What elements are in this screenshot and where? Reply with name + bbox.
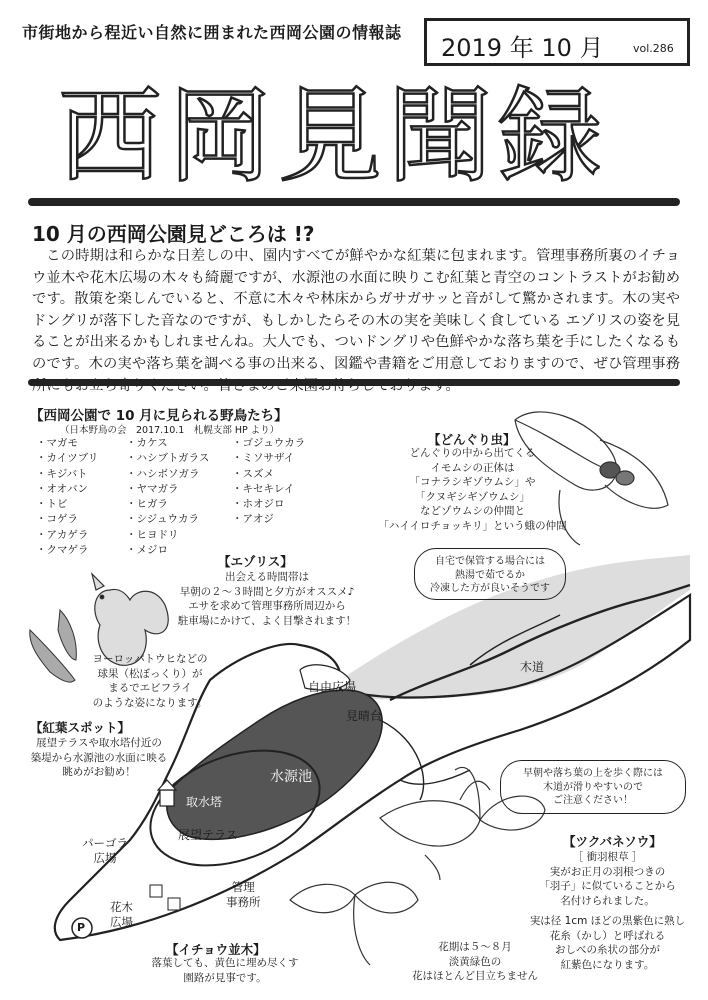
map-label-observation-terrace: 展望テラス (178, 828, 238, 842)
bird-item: ・オオバン (36, 482, 88, 495)
bird-item: ・ヒガラ (126, 498, 168, 511)
map-label-boardwalk: 木道 (520, 660, 545, 674)
article-headline: 10 月の西岡公園見どころは !? (32, 222, 315, 246)
bird-item: ・シジュウカラ (126, 513, 200, 526)
newsletter-title: 西岡見聞録 (58, 75, 609, 197)
issue-date: 2019 年 10 月 (441, 34, 604, 62)
bird-item: ・ホオジロ (232, 498, 285, 511)
bird-item: ・ミソサザイ (232, 452, 295, 465)
acorn-bug-title: 【どんぐり虫】 (428, 432, 516, 447)
intake-tower-icon (160, 790, 174, 806)
pinecone-text: ヨーロッパトウヒなどの 球果（松ぼっくり）が まるでエビフライ のような姿になります。 (92, 653, 208, 709)
bird-item: ・メジロ (126, 544, 168, 557)
bird-item: ・カイツブリ (36, 452, 99, 465)
article-body: この時期は和らかな日差しの中、園内すべてが鮮やかな紅葉に包まれます。管理事務所裏のイチョウ並木や花木広場の木々も綺麗ですが、水源池の水面に映りこむ紅葉と青空のコントラストがお勧めです。散策を楽しんでいると、不意に木々や林床からガサガサッと音がして驚かされます。木の実やドングリが落下した音なのですが、もしかしたらその木の実を美味しく食している エゾリスの姿を見ることが出来るかもしれませんね。大人でも、ついドングリや色鮮やかな落ち葉を手にしたくなるものです。木の実や落ち葉を調べる事の出来る、図鑑や書籍をご用意しておりますので、ぜひ管理事務 (32, 248, 680, 372)
map-label-intake-tower: 取水塔 (186, 795, 223, 809)
boardwalk-caution-bubble: 早朝や落ち葉の上を歩く際には 木道が滑りやすいので ご注意ください！ (500, 760, 686, 814)
ginkgo-text: 落葉しても、黄色に埋め尽くす 園路が見事です。 (151, 957, 299, 984)
koyo-spot-title: 【紅葉スポット】 (30, 720, 131, 735)
acorn-bug-text: どんぐりの中から出てくる イモムシの正体は 「コナラシギゾウムシ」や 「クヌギシギゾウムシ」 などゾウムシの仲間と 「ハイイロチョッキリ」という蛾の仲間 (378, 447, 567, 532)
flower-season-text: 花期は５～８月 淡黄緑色の 花はほとんど目立ちません (412, 941, 538, 982)
ginkgo-title: 【イチョウ並木】 (166, 942, 266, 957)
map-label-jiyu-hiroba: 自由広場 (308, 680, 357, 694)
bird-item: ・キセキレイ (232, 482, 295, 495)
map-label-pergola: パーゴラ 広場 (82, 836, 128, 865)
bird-item: ・ハシボソガラ (126, 467, 200, 480)
bird-item: ・ヒヨドリ (126, 528, 179, 541)
map-label-office: 管理 事務所 (226, 880, 261, 909)
bird-item: ・トビ (36, 498, 68, 511)
tsukubane-text: ［ 衝羽根草 ］ 実がお正月の羽根つきの 「羽子」に似ていることから 名付けられました。 実は径 1cm ほどの黒紫色に熟し 花糸（かし）と呼ばれる おしべの糸状の部分が 紅紫色になります。 (529, 851, 686, 971)
bird-item: ・ゴジュウカラ (232, 437, 306, 449)
bird-item: ・キジバト (36, 467, 88, 480)
squirrel-text: 出会える時間帯は 早朝の２～３時間と夕方がオススメ♪ エサを求めて管理事務所周辺から 駐車場にかけて、よく目撃されます！ (177, 571, 357, 627)
tsukubane-title: 【ツクバネソウ】 (563, 834, 662, 849)
map-label-reservoir: 水源池 (270, 769, 312, 785)
birds-title: 【西岡公園で 10 月に見られる野鳥たち】 (30, 408, 288, 424)
birds-source: （日本野鳥の会 2017.10.1 札幌支部 HP より） (60, 425, 280, 436)
bird-item: ・クマゲラ (36, 544, 89, 557)
bird-item: ・アカゲラ (36, 528, 89, 541)
bird-item: ・アオジ (232, 513, 274, 526)
map-label-miharashi: 見晴台 (346, 709, 383, 723)
bird-item: ・ハシブトガラス (126, 452, 210, 465)
bird-item: ・カケス (126, 437, 168, 449)
map-label-kaboku: 花木 広場 (110, 900, 133, 929)
bird-item: ・スズメ (232, 467, 274, 480)
squirrel-title: 【エゾリス】 (218, 554, 293, 569)
bird-item: ・マガモ (36, 437, 78, 449)
koyo-spot-text: 展望テラスや取水塔付近の 築堤から水源池の水面に映る 眺めがお勧め！ (30, 737, 168, 778)
parking-label: P (77, 921, 86, 934)
bird-item: ・コゲラ (36, 513, 78, 526)
pinecone-illustration (30, 610, 77, 682)
storage-tip-bubble: 自宅で保管する場合には 熱湯で茹でるか 冷凍した方が良いそうです (414, 548, 566, 600)
bird-item: ・ヤマガラ (126, 482, 179, 495)
tagline: 市街地から程近い自然に囲まれた西岡公園の情報誌 (22, 23, 402, 42)
volume-number: vol.286 (633, 42, 674, 55)
